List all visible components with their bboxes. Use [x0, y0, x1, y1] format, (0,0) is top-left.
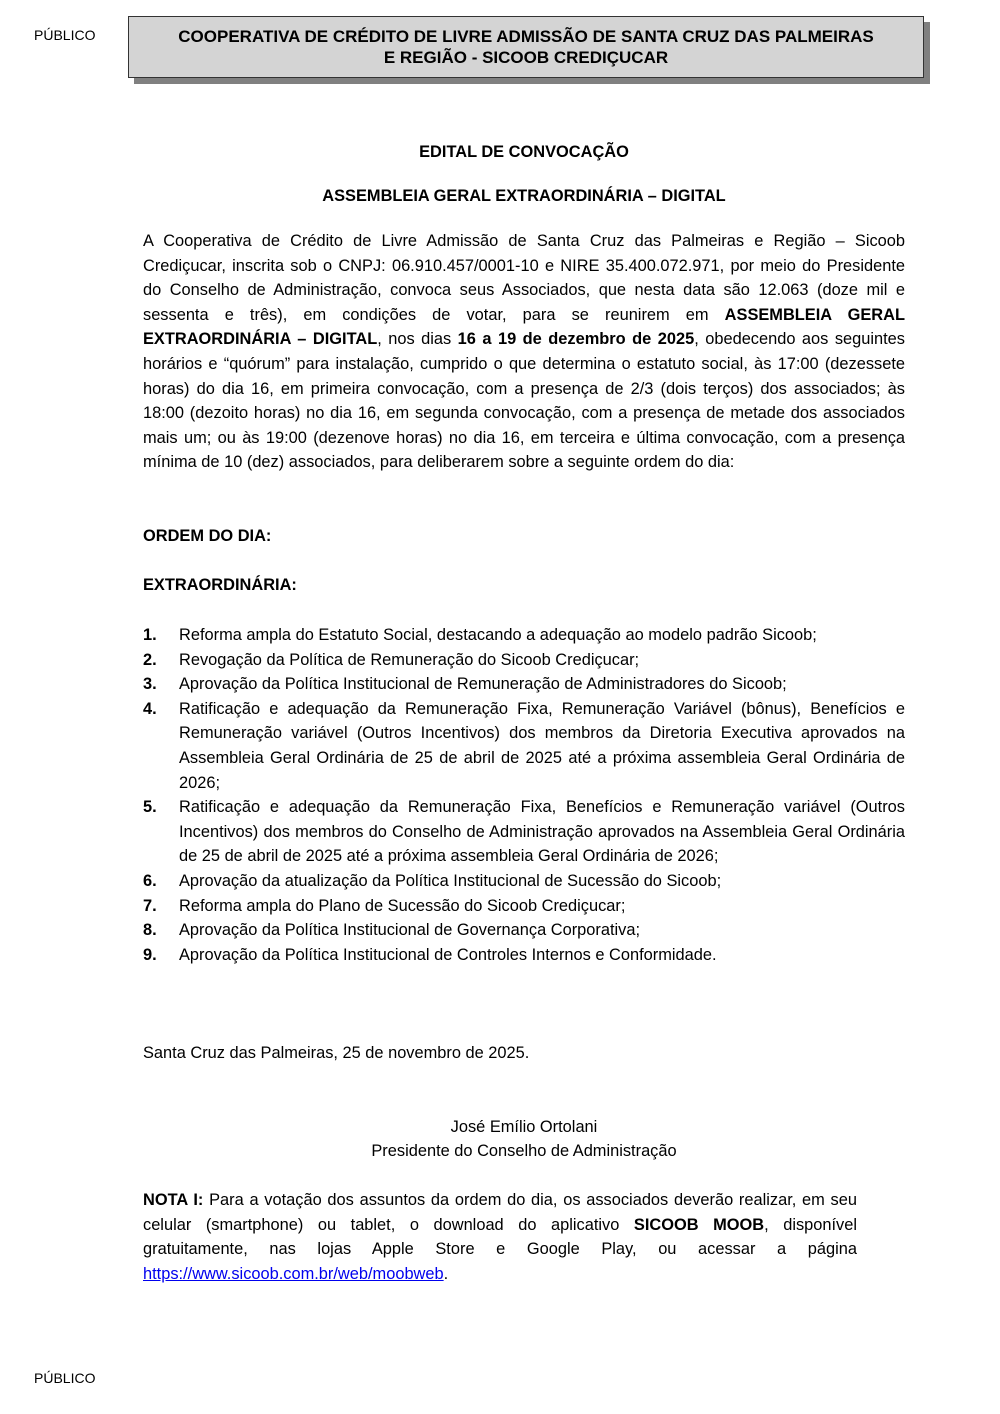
agenda-item-text: Revogação da Política de Remuneração do Sicoob Crediçucar; [179, 650, 640, 669]
agenda-heading: ORDEM DO DIA: [143, 527, 272, 545]
header-line-1: COOPERATIVA DE CRÉDITO DE LIVRE ADMISSÃO DE SANTA CRUZ DAS PALMEIRAS [178, 27, 874, 46]
note-paragraph [143, 1188, 857, 1286]
agenda-item-number: 2. [143, 650, 157, 669]
agenda-item-number: 3. [143, 675, 157, 694]
agenda-item-text: Ratificação e adequação da Remuneração Fixa, Benefícios e Remuneração variável (Outros Incentivos) dos membros do Conselho de Administração aprovados na Assembleia Geral Ordinária de 25 de abril de 2025 até a próxima assembleia Geral Ordinária de 2026; [179, 798, 905, 866]
agenda-item [143, 894, 905, 919]
intro-paragraph [143, 229, 905, 475]
document-title: EDITAL DE CONVOCAÇÃO [419, 143, 629, 161]
classification-label-top: PÚBLICO [34, 27, 96, 43]
intro-segment: 16 a 19 de dezembro de 2025 [457, 330, 695, 349]
note-text: Para a votação dos assuntos da ordem do dia, os associados deverão realizar, em seu celular (smartphone) ou tablet, o download do aplicativo [143, 1191, 857, 1234]
intro-segment: , nos dias [377, 330, 458, 349]
agenda-item [143, 869, 905, 894]
signer-role: Presidente do Conselho de Administração [371, 1142, 677, 1160]
agenda-item-text: Ratificação e adequação da Remuneração Fixa, Remuneração Variável (bônus), Benefícios e Remuneração variável (Outros Incentivos) dos membros da Diretoria Executiva aprovados na Assembleia Geral Ordinária de 25 de abril de 2025 até a próxima assembleia Geral Ordinária de 2026; [179, 699, 905, 792]
signer-name: José Emílio Ortolani [450, 1118, 598, 1136]
classification-label-bottom: PÚBLICO [34, 1370, 96, 1386]
agenda-item [143, 623, 905, 648]
note-end: . [443, 1264, 449, 1283]
intro-segment: , obedecendo aos seguintes horários e “quórum” para instalação, cumprido o que determina o estatuto social, às 17:00 (dezessete horas) do dia 16, em primeira convocação, com a presença de 2/3 (dois terços) dos associados; às 18:00 (dezoito horas) no dia 16, em segunda convocação, com a presença de metade dos associados mais um; ou às 19:00 (dezenove horas) no dia 16, em terceira e última convocação, com a presença mínima de 10 (dez) associados, para deliberarem sobre a seguinte ordem do dia: [143, 330, 905, 472]
agenda-item-text: Aprovação da Política Institucional de Controles Internos e Conformidade. [179, 945, 717, 964]
date-line: Santa Cruz das Palmeiras, 25 de novembro de 2025. [143, 1044, 530, 1062]
intro-segment: A Cooperativa de Crédito de Livre Admissão de Santa Cruz das Palmeiras e Região – Sicoob Crediçucar, inscrita sob o CNPJ: 06.910.457/0001-10 e NIRE 35.400.072.971, por meio do Presidente do Conselho de Administração, convoca seus Associados, que nesta data são 12.063 (doze mil e sessenta e três), em condições de votar, para se reunirem em [143, 232, 905, 324]
agenda-item-text: Aprovação da Política Institucional de Remuneração de Administradores do Sicoob; [179, 675, 787, 694]
moobweb-link[interactable]: https://www.sicoob.com.br/web/moobweb [143, 1264, 444, 1283]
section-heading: EXTRAORDINÁRIA: [143, 576, 297, 594]
header-box [128, 16, 924, 78]
agenda-item-number: 9. [143, 945, 157, 964]
agenda-item [143, 943, 905, 968]
note-label: NOTA I: [143, 1191, 204, 1209]
header-line-2: E REGIÃO - SICOOB CREDIÇUCAR [383, 48, 669, 67]
agenda-list [143, 623, 905, 967]
agenda-item [143, 672, 905, 697]
agenda-item-text: Aprovação da Política Institucional de Governança Corporativa; [179, 921, 641, 940]
document-subtitle: ASSEMBLEIA GERAL EXTRAORDINÁRIA – DIGITAL [322, 187, 726, 205]
agenda-item [143, 648, 905, 673]
agenda-item-number: 4. [143, 699, 157, 718]
agenda-item-number: 1. [143, 626, 157, 644]
intro-segment: ASSEMBLEIA GERAL EXTRAORDINÁRIA – DIGITAL [143, 305, 905, 349]
agenda-item [143, 697, 905, 795]
agenda-item-text: Aprovação da atualização da Política Institucional de Sucessão do Sicoob; [179, 871, 722, 890]
note-text-2: , disponível gratuitamente, nas lojas Apple Store e Google Play, ou acessar a página [143, 1215, 858, 1259]
agenda-item-number: 8. [143, 921, 157, 940]
agenda-item-number: 6. [143, 871, 157, 890]
agenda-item [143, 795, 905, 869]
agenda-item-text: Reforma ampla do Estatuto Social, destacando a adequação ao modelo padrão Sicoob; [179, 626, 817, 644]
agenda-item-number: 7. [143, 896, 157, 915]
agenda-item [143, 918, 905, 943]
agenda-item-text: Reforma ampla do Plano de Sucessão do Sicoob Crediçucar; [179, 896, 626, 915]
app-name: SICOOB MOOB [633, 1215, 765, 1234]
agenda-item-number: 5. [143, 798, 157, 817]
